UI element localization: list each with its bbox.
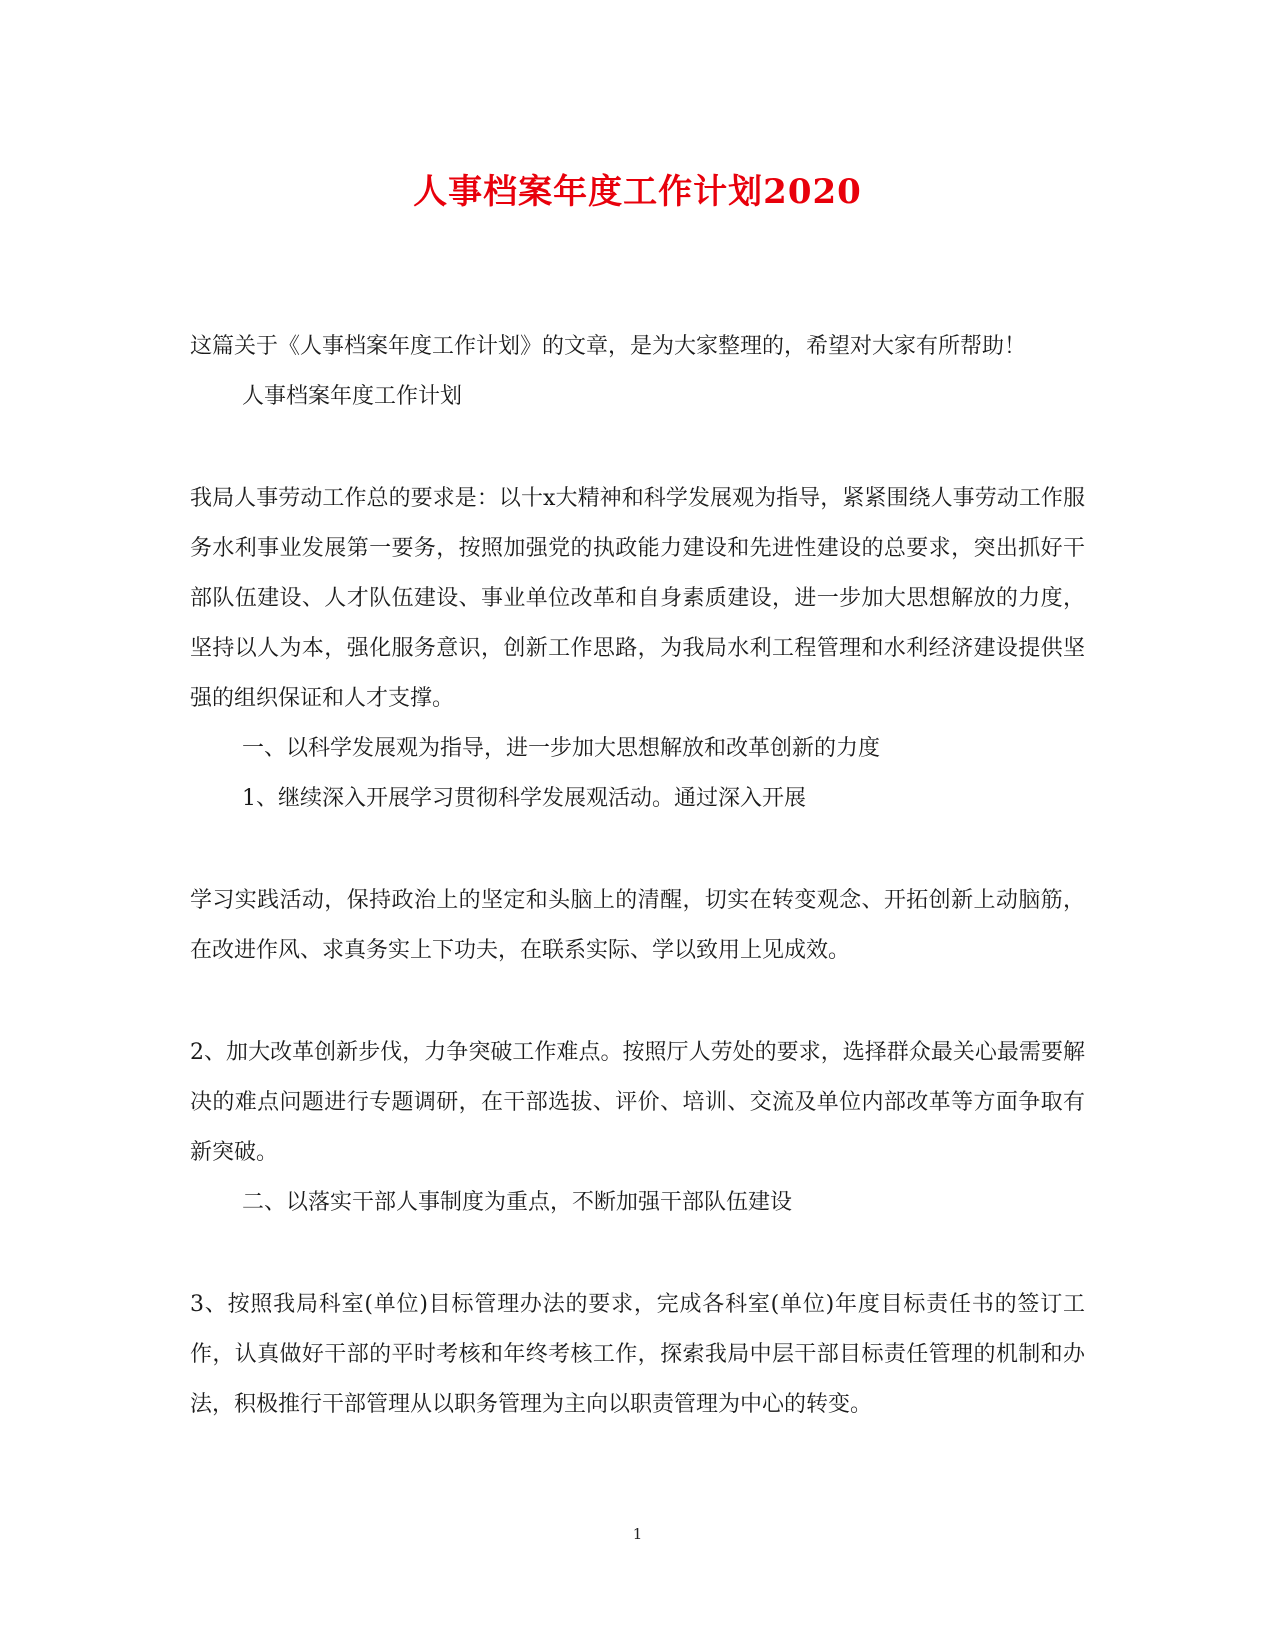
subtitle-paragraph: 人事档案年度工作计划	[242, 384, 463, 409]
section-heading-1: 一、以科学发展观为指导，进一步加大思想解放和改革创新的力度	[242, 736, 881, 761]
paragraph-gap	[190, 976, 1085, 1028]
requirements-paragraph: 我局人事劳动工作总的要求是：以十x大精神和科学发展观为指导，紧紧围绕人事劳动工作服务水利事业发展第一要务，按照加强党的执政能力建设和先进性建设的总要求，突出抓好干部队伍建设、人才队伍建设、事业单位改革和自身素质建设，进一步加大思想解放的力度，坚持以人为本，强化服务意识，创新工作思路，为我局水利工程管理和水利经济建设提供坚强的组织保证和人才支撑。	[190, 486, 1085, 711]
page-number: 1	[632, 1525, 643, 1543]
section-heading-2: 二、以落实干部人事制度为重点，不断加强干部队伍建设	[242, 1190, 793, 1215]
document-body	[190, 322, 1085, 1430]
paragraph-gap	[190, 1228, 1085, 1280]
document-title: 人事档案年度工作计划2020	[413, 172, 862, 212]
intro-paragraph: 这篇关于《人事档案年度工作计划》的文章，是为大家整理的，希望对大家有所帮助！	[190, 334, 1027, 359]
paragraph-gap	[190, 824, 1085, 876]
item-2-paragraph: 2、加大改革创新步伐，力争突破工作难点。按照厅人劳处的要求，选择群众最关心最需要解决的难点问题进行专题调研，在干部选拔、评价、培训、交流及单位内部改革等方面争取有新突破。	[190, 1040, 1085, 1165]
item-1-continued: 学习实践活动，保持政治上的坚定和头脑上的清醒，切实在转变观念、开拓创新上动脑筋，在改进作风、求真务实上下功夫，在联系实际、学以致用上见成效。	[190, 888, 1085, 963]
item-3-paragraph: 3、按照我局科室(单位)目标管理办法的要求，完成各科室(单位)年度目标责任书的签订工作，认真做好干部的平时考核和年终考核工作，探索我局中层干部目标责任管理的机制和办法，积极推行干部管理从以职务管理为主向以职责管理为中心的转变。	[190, 1292, 1085, 1417]
item-1-lead: 1、继续深入开展学习贯彻科学发展观活动。通过深入开展	[242, 786, 806, 811]
paragraph-gap	[190, 422, 1085, 474]
